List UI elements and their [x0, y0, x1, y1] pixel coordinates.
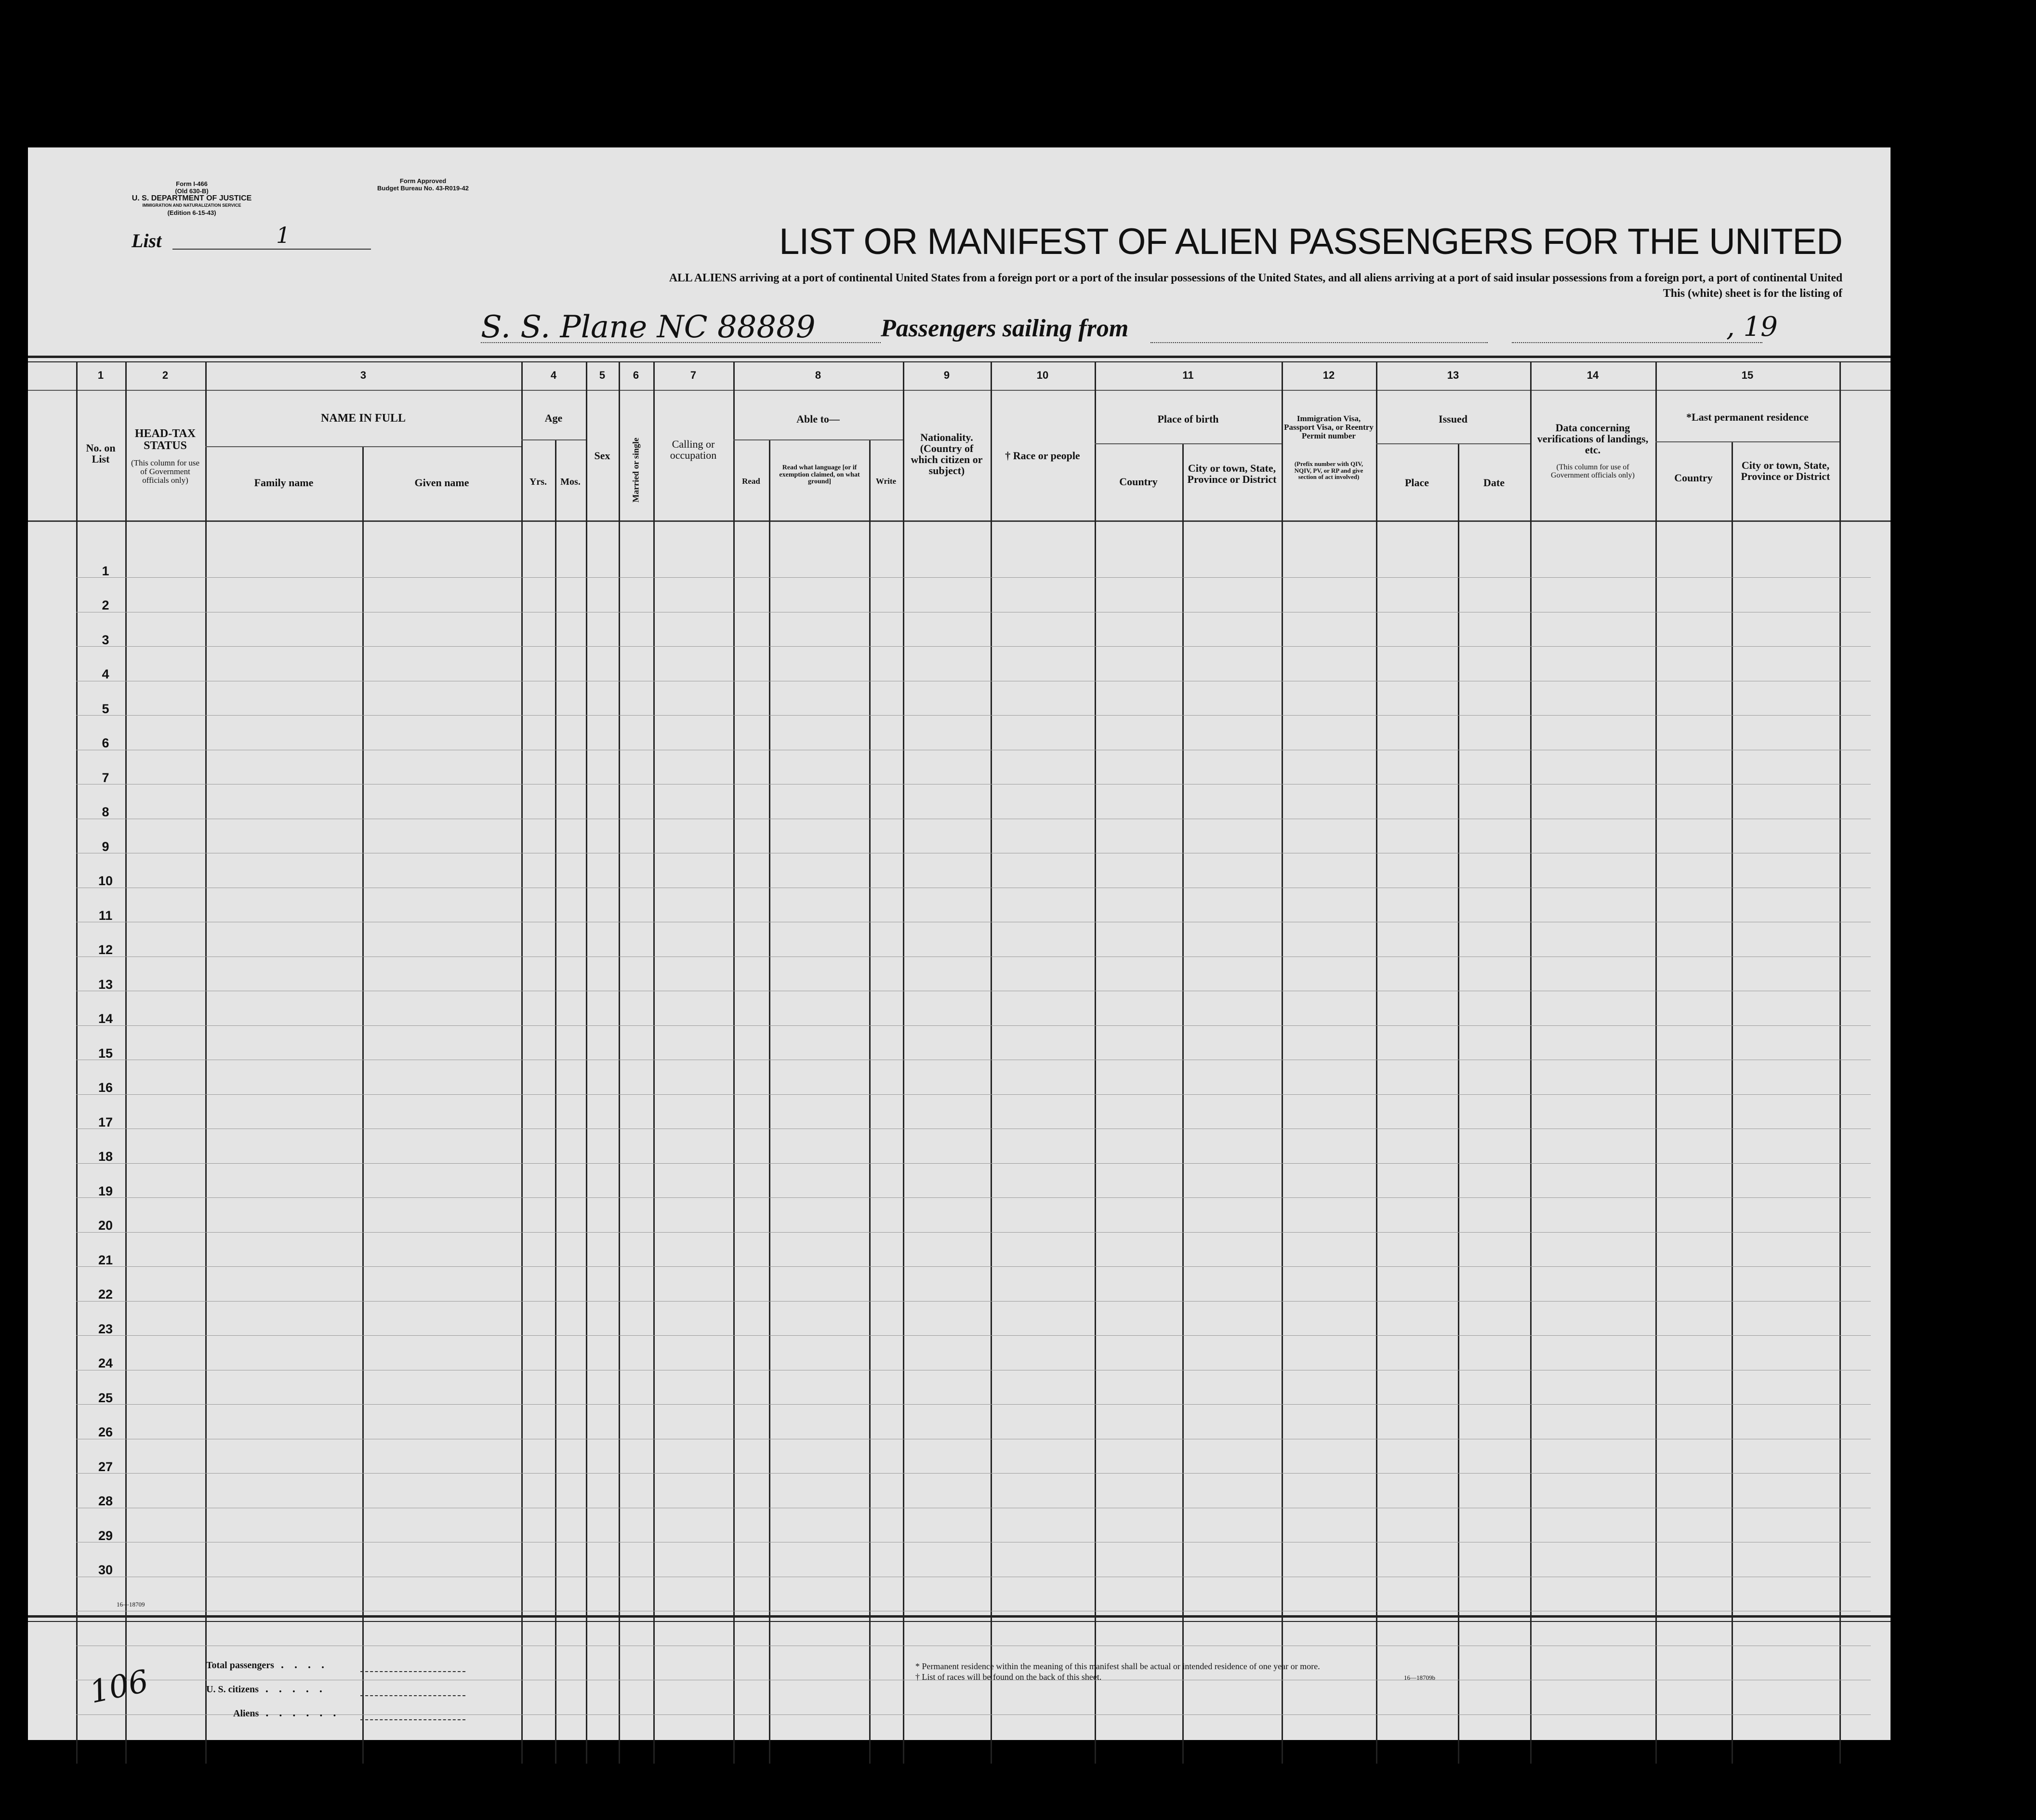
row-rule — [76, 1094, 1871, 1095]
col-divider — [1458, 443, 1459, 1764]
header-head-tax: HEAD-TAX STATUS — [134, 427, 196, 452]
row-number: 10 — [98, 874, 113, 888]
row-number: 19 — [98, 1184, 113, 1198]
col-divider — [1839, 361, 1841, 1764]
header-read: Read — [742, 477, 760, 486]
row-rule — [76, 956, 1871, 957]
col-divider — [1182, 443, 1184, 1764]
aliens-field[interactable] — [360, 1719, 465, 1720]
row-number: 13 — [98, 977, 113, 992]
budget-bureau: Budget Bureau No. 43-R019-42 — [377, 185, 469, 192]
table-bottom-rule — [28, 1615, 1891, 1618]
year-prefix: , 19 — [1726, 311, 1778, 343]
row-number: 1 — [102, 564, 109, 578]
col-divider — [733, 361, 735, 1764]
row-number: 11 — [98, 908, 113, 923]
service: IMMIGRATION AND NATURALIZATION SERVICE — [142, 203, 241, 208]
header-last-residence: *Last permanent residence — [1686, 411, 1809, 423]
row-rule — [76, 1335, 1871, 1336]
page-title: LIST OR MANIFEST OF ALIEN PASSENGERS FOR THE UNITED — [779, 221, 1842, 262]
row-number: 17 — [98, 1115, 113, 1129]
header-issued-date: Date — [1483, 477, 1505, 489]
column-number: 11 — [1182, 369, 1194, 381]
column-number: 7 — [690, 369, 697, 381]
row-number: 9 — [102, 839, 109, 854]
column-number: 2 — [162, 369, 169, 381]
col-divider — [1282, 361, 1283, 1764]
edition: (Edition 6-15-43) — [167, 209, 216, 216]
row-rule — [76, 1714, 1871, 1715]
column-number: 1 — [97, 369, 104, 381]
leader-dots: . . . . . — [258, 1683, 326, 1695]
header-able-to: Able to— — [796, 413, 840, 425]
col-divider — [991, 361, 992, 1764]
row-number: 4 — [102, 667, 109, 681]
header-nationality: Nationality. (Country of which citizen or subject) — [911, 431, 983, 477]
vessel-name[interactable]: S. S. Plane NC 88889 — [481, 309, 816, 345]
row-number: 2 — [102, 598, 109, 612]
subtitle-line-1: ALL ALIENS arriving at a port of continental United States from a foreign port or a port of the insular possessions of the United States, and all aliens arriving at a port of said insular possessions from a foreign port, a port of continental United — [669, 272, 1842, 284]
row-number: 7 — [102, 771, 109, 785]
header-mos: Mos. — [560, 477, 581, 487]
handwritten-page-number: 106 — [86, 1663, 152, 1711]
header-race: † Race or people — [1005, 450, 1080, 462]
footnote-permanent-residence: * Permanent residence within the meaning of this manifest shall be actual or intended residence of one year or more. — [915, 1661, 1320, 1671]
column-number: 8 — [815, 369, 821, 381]
sailing-from-label: Passengers sailing from — [881, 315, 1129, 342]
row-number: 12 — [98, 943, 113, 957]
header-bottom-rule — [28, 520, 1891, 522]
row-rule — [76, 1301, 1871, 1302]
row-rule — [76, 1473, 1871, 1474]
row-number: 3 — [102, 633, 109, 647]
header-issued-place: Place — [1404, 477, 1429, 489]
col-divider — [1530, 361, 1532, 1764]
list-value[interactable]: 1 — [276, 222, 291, 248]
sailing-date-underline — [1512, 342, 1762, 343]
header-no-on-list: No. on List — [86, 442, 116, 465]
header-yrs: Yrs. — [529, 477, 547, 487]
row-number: 28 — [98, 1494, 113, 1508]
issued-group-rule — [1376, 443, 1530, 444]
header-write: Write — [875, 477, 897, 486]
department: U. S. DEPARTMENT OF JUSTICE — [132, 194, 252, 202]
row-rule — [76, 1163, 1871, 1164]
header-calling: Calling or occupation — [670, 438, 717, 462]
header-married: Married or single — [631, 438, 641, 503]
column-number: 3 — [360, 369, 367, 381]
col-divider — [1095, 361, 1096, 1764]
totals-aliens — [233, 1707, 340, 1720]
row-number: 20 — [98, 1218, 113, 1233]
colnum-rule — [28, 390, 1891, 391]
row-number: 8 — [102, 805, 109, 819]
row-number: 6 — [102, 736, 109, 750]
column-number: 13 — [1447, 369, 1459, 381]
row-number: 16 — [98, 1080, 113, 1095]
header-given-name: Given name — [414, 477, 469, 489]
col-divider — [769, 439, 770, 1764]
header-birth-city: City or town, State, Province or District — [1187, 462, 1277, 486]
table-bottom-rule-2 — [28, 1621, 1891, 1622]
sailing-from-underline — [1150, 342, 1488, 343]
col-divider — [1732, 441, 1733, 1764]
header-visa: Immigration Visa, Passport Visa, or Reentry Permit number — [1284, 414, 1374, 440]
totals-us-citizens — [206, 1683, 326, 1696]
header-issued: Issued — [1439, 413, 1468, 425]
print-code: 16—18709 — [117, 1601, 145, 1608]
list-underline — [172, 249, 371, 250]
row-rule — [76, 1266, 1871, 1267]
column-number: 12 — [1322, 369, 1335, 381]
row-number: 24 — [98, 1356, 113, 1370]
old-form-number: (Old 630-B) — [175, 187, 209, 195]
col-divider — [1655, 361, 1657, 1764]
row-number: 21 — [98, 1253, 113, 1267]
row-number: 15 — [98, 1046, 113, 1061]
header-visa-note: (Prefix number with QIV, NQIV, PV, or RP and give section of act involved) — [1294, 460, 1363, 481]
aliens-label: Aliens — [233, 1708, 259, 1719]
row-number: 27 — [98, 1460, 113, 1474]
col-divider — [653, 361, 655, 1764]
column-number: 4 — [550, 369, 557, 381]
approval-block — [336, 177, 510, 192]
header-residence-country: Country — [1674, 472, 1713, 484]
header-family-name: Family name — [254, 477, 314, 489]
col-divider — [521, 361, 523, 1764]
col-divider — [76, 361, 78, 1764]
footnote-code: 16—18709b — [1404, 1674, 1435, 1681]
column-number: 6 — [633, 369, 639, 381]
form-approved: Form Approved — [399, 177, 447, 185]
header-head-tax-note: (This column for use of Government officials only) — [131, 458, 200, 485]
totals-total-passengers — [206, 1659, 328, 1672]
able-group-rule — [733, 439, 903, 440]
row-number: 5 — [102, 702, 109, 716]
header-birth-country: Country — [1119, 476, 1158, 488]
column-number: 5 — [599, 369, 606, 381]
name-group-rule — [205, 446, 521, 447]
top-rule — [28, 356, 1891, 358]
row-rule — [76, 1197, 1871, 1198]
footnote-races: † List of races will be found on the back of this sheet. — [915, 1672, 1102, 1682]
form-number: Form I-466 — [176, 180, 208, 187]
col-divider — [619, 361, 620, 1764]
row-rule — [76, 1025, 1871, 1026]
col-divider — [869, 439, 871, 1764]
column-number: 9 — [943, 369, 950, 381]
col-divider — [903, 361, 904, 1764]
column-number: 10 — [1036, 369, 1049, 381]
row-number: 23 — [98, 1322, 113, 1336]
column-number: 14 — [1586, 369, 1599, 381]
total-passengers-field[interactable] — [360, 1671, 465, 1672]
age-group-rule — [521, 439, 586, 440]
col-divider — [1376, 361, 1377, 1764]
form-id-block — [110, 180, 274, 216]
row-number: 14 — [98, 1011, 113, 1026]
col-divider — [205, 361, 207, 1764]
row-rule — [76, 646, 1871, 647]
subtitle-line-2: This (white) sheet is for the listing of — [1663, 287, 1842, 300]
row-number: 25 — [98, 1391, 113, 1405]
birth-group-rule — [1095, 443, 1282, 444]
col-divider — [586, 361, 587, 1764]
header-verifications-note: (This column for use of Government officials only) — [1551, 463, 1635, 479]
row-rule — [76, 577, 1871, 578]
row-rule — [76, 1232, 1871, 1233]
row-rule — [76, 715, 1871, 716]
row-number: 22 — [98, 1287, 113, 1302]
col-divider — [362, 446, 364, 1764]
col-divider — [555, 439, 556, 1764]
header-sex: Sex — [594, 450, 610, 462]
row-number: 30 — [98, 1563, 113, 1577]
top-rule-2 — [28, 361, 1891, 362]
residence-group-rule — [1655, 441, 1839, 442]
row-rule — [76, 1404, 1871, 1405]
leader-dots: . . . . . . — [259, 1707, 340, 1719]
header-residence-city: City or town, State, Province or District — [1741, 459, 1830, 483]
header-place-of-birth: Place of birth — [1157, 413, 1219, 425]
vessel-underline — [481, 342, 881, 343]
list-label: List — [132, 230, 162, 252]
row-number: 18 — [98, 1149, 113, 1164]
column-number: 15 — [1741, 369, 1754, 381]
us-citizens-label: U. S. citizens — [206, 1684, 259, 1695]
us-citizens-field[interactable] — [360, 1695, 465, 1696]
row-number: 26 — [98, 1425, 113, 1439]
header-name-in-full: NAME IN FULL — [320, 412, 406, 425]
leader-dots: . . . . — [274, 1659, 328, 1671]
manifest-sheet — [28, 147, 1891, 1740]
row-number: 29 — [98, 1528, 113, 1543]
header-read-language: Read what language [or if exemption claimed, on what ground] — [779, 464, 860, 486]
header-verifications: Data concerning verifications of landings, etc. — [1537, 422, 1649, 456]
total-passengers-label: Total passengers — [206, 1660, 274, 1671]
header-age: Age — [544, 412, 563, 424]
